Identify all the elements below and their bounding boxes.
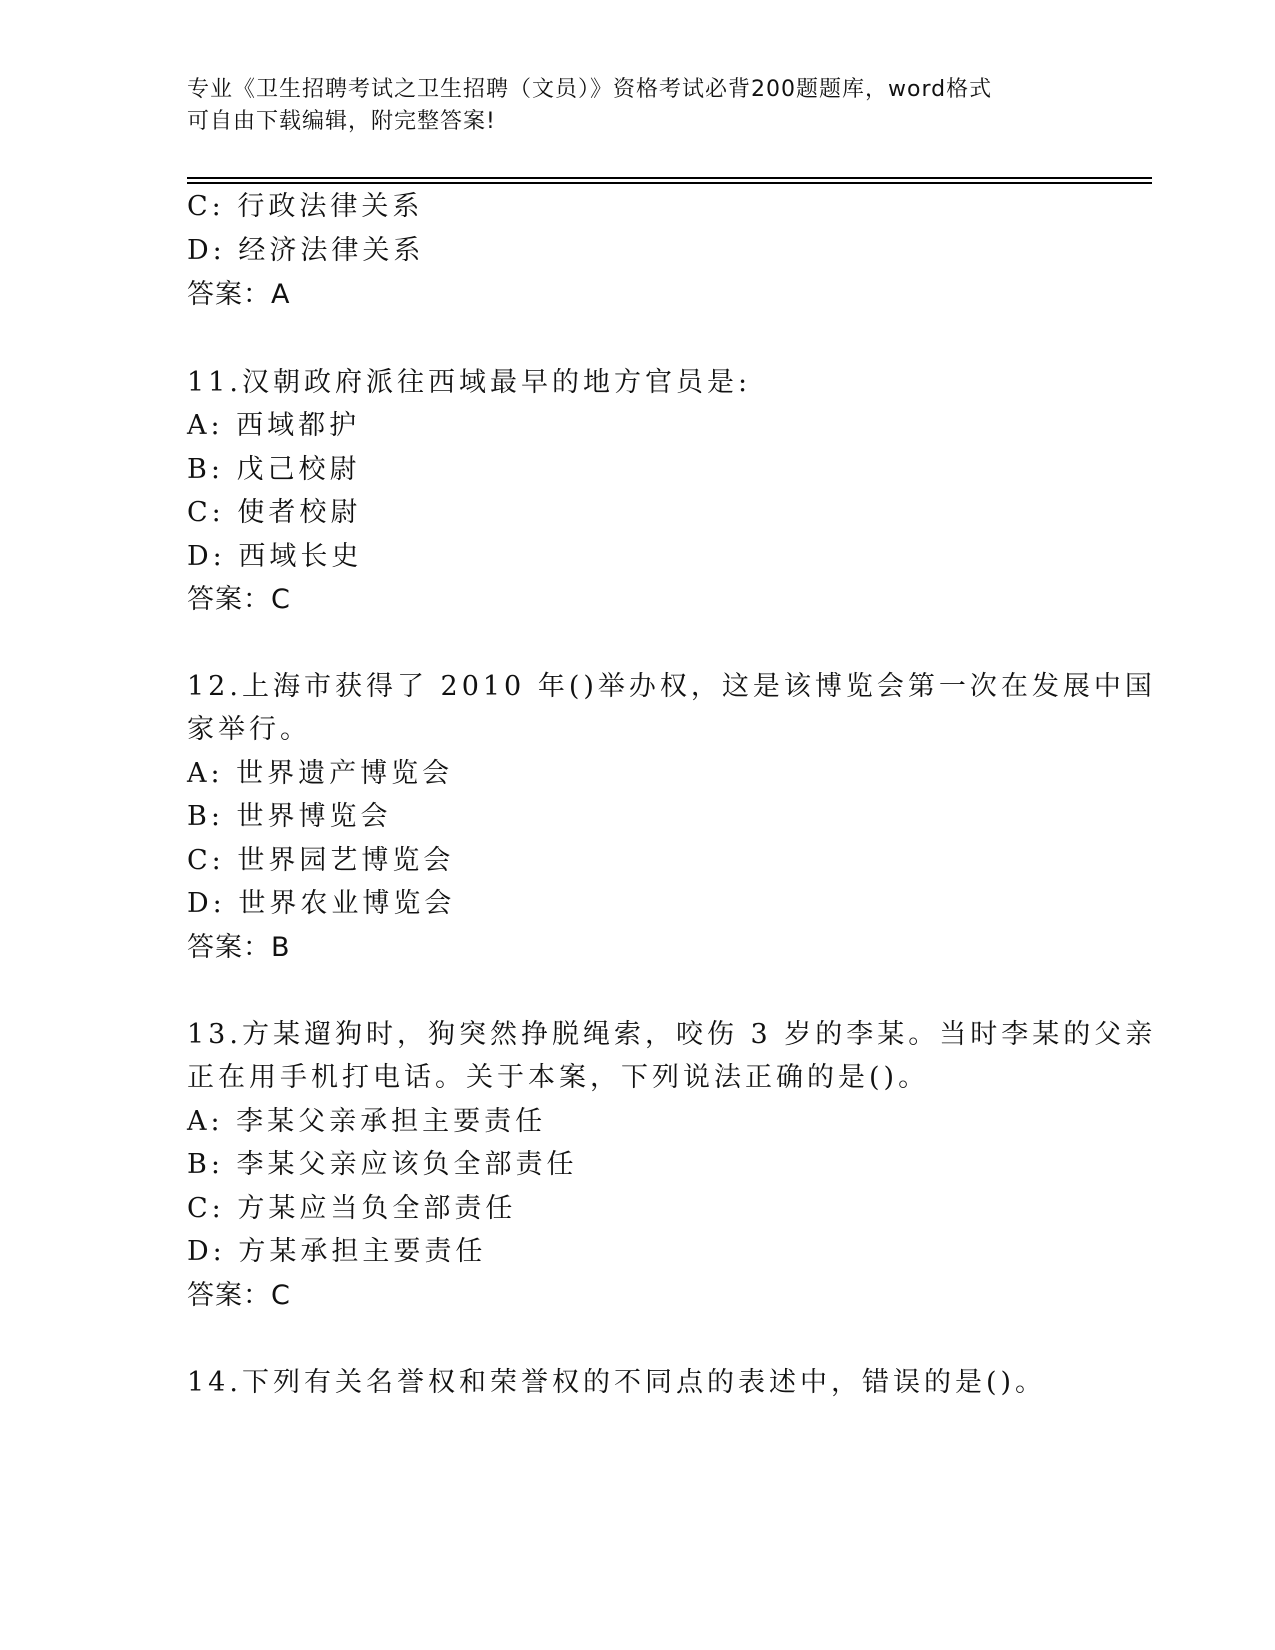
question-11-stem: 11.汉朝政府派往西域最早的地方官员是: (187, 367, 752, 398)
question-11-answer: 答案：C (187, 584, 291, 615)
question-13-stem-line2: 正在用手机打电话。关于本案，下列说法正确的是()。 (187, 1062, 930, 1093)
question-11-option-b: B: 戊己校尉 (187, 454, 361, 485)
question-13-option-d: D: 方某承担主要责任 (187, 1236, 487, 1267)
question-12-option-d: D: 世界农业博览会 (187, 888, 456, 919)
question-13-stem-line1: 13.方某遛狗时，狗突然挣脱绳索，咬伤 3 岁的李某。当时李某的父亲 (187, 1019, 1157, 1050)
header-divider-bottom (187, 182, 1152, 184)
option-c: C: 行政法律关系 (187, 191, 424, 222)
question-13-answer: 答案：C (187, 1280, 291, 1311)
question-13-option-a: A: 李某父亲承担主要责任 (187, 1106, 547, 1137)
header-title-line1: 专业《卫生招聘考试之卫生招聘（文员）》资格考试必背200题题库，word格式 (187, 77, 993, 102)
question-12-answer: 答案：B (187, 932, 291, 963)
question-12-stem-line1: 12.上海市获得了 2010 年()举办权，这是该博览会第一次在发展中国 (187, 671, 1156, 702)
option-d: D: 经济法律关系 (187, 235, 425, 266)
question-14-stem: 14.下列有关名誉权和荣誉权的不同点的表述中，错误的是()。 (187, 1367, 1047, 1398)
header-title-line2: 可自由下载编辑，附完整答案! (187, 109, 496, 134)
question-13-option-b: B: 李某父亲应该负全部责任 (187, 1149, 578, 1180)
question-11-option-a: A: 西域都护 (187, 410, 361, 441)
question-12-option-b: B: 世界博览会 (187, 801, 392, 832)
document-header (187, 74, 1067, 138)
question-11-option-c: C: 使者校尉 (187, 497, 362, 528)
question-12-stem-line2: 家举行。 (187, 714, 311, 745)
header-divider-top (187, 177, 1152, 179)
answer-line: 答案：A (187, 279, 291, 310)
question-12-option-c: C: 世界园艺博览会 (187, 845, 455, 876)
question-11-option-d: D: 西域长史 (187, 541, 363, 572)
question-13-option-c: C: 方某应当负全部责任 (187, 1193, 517, 1224)
question-12-option-a: A: 世界遗产博览会 (187, 758, 454, 789)
